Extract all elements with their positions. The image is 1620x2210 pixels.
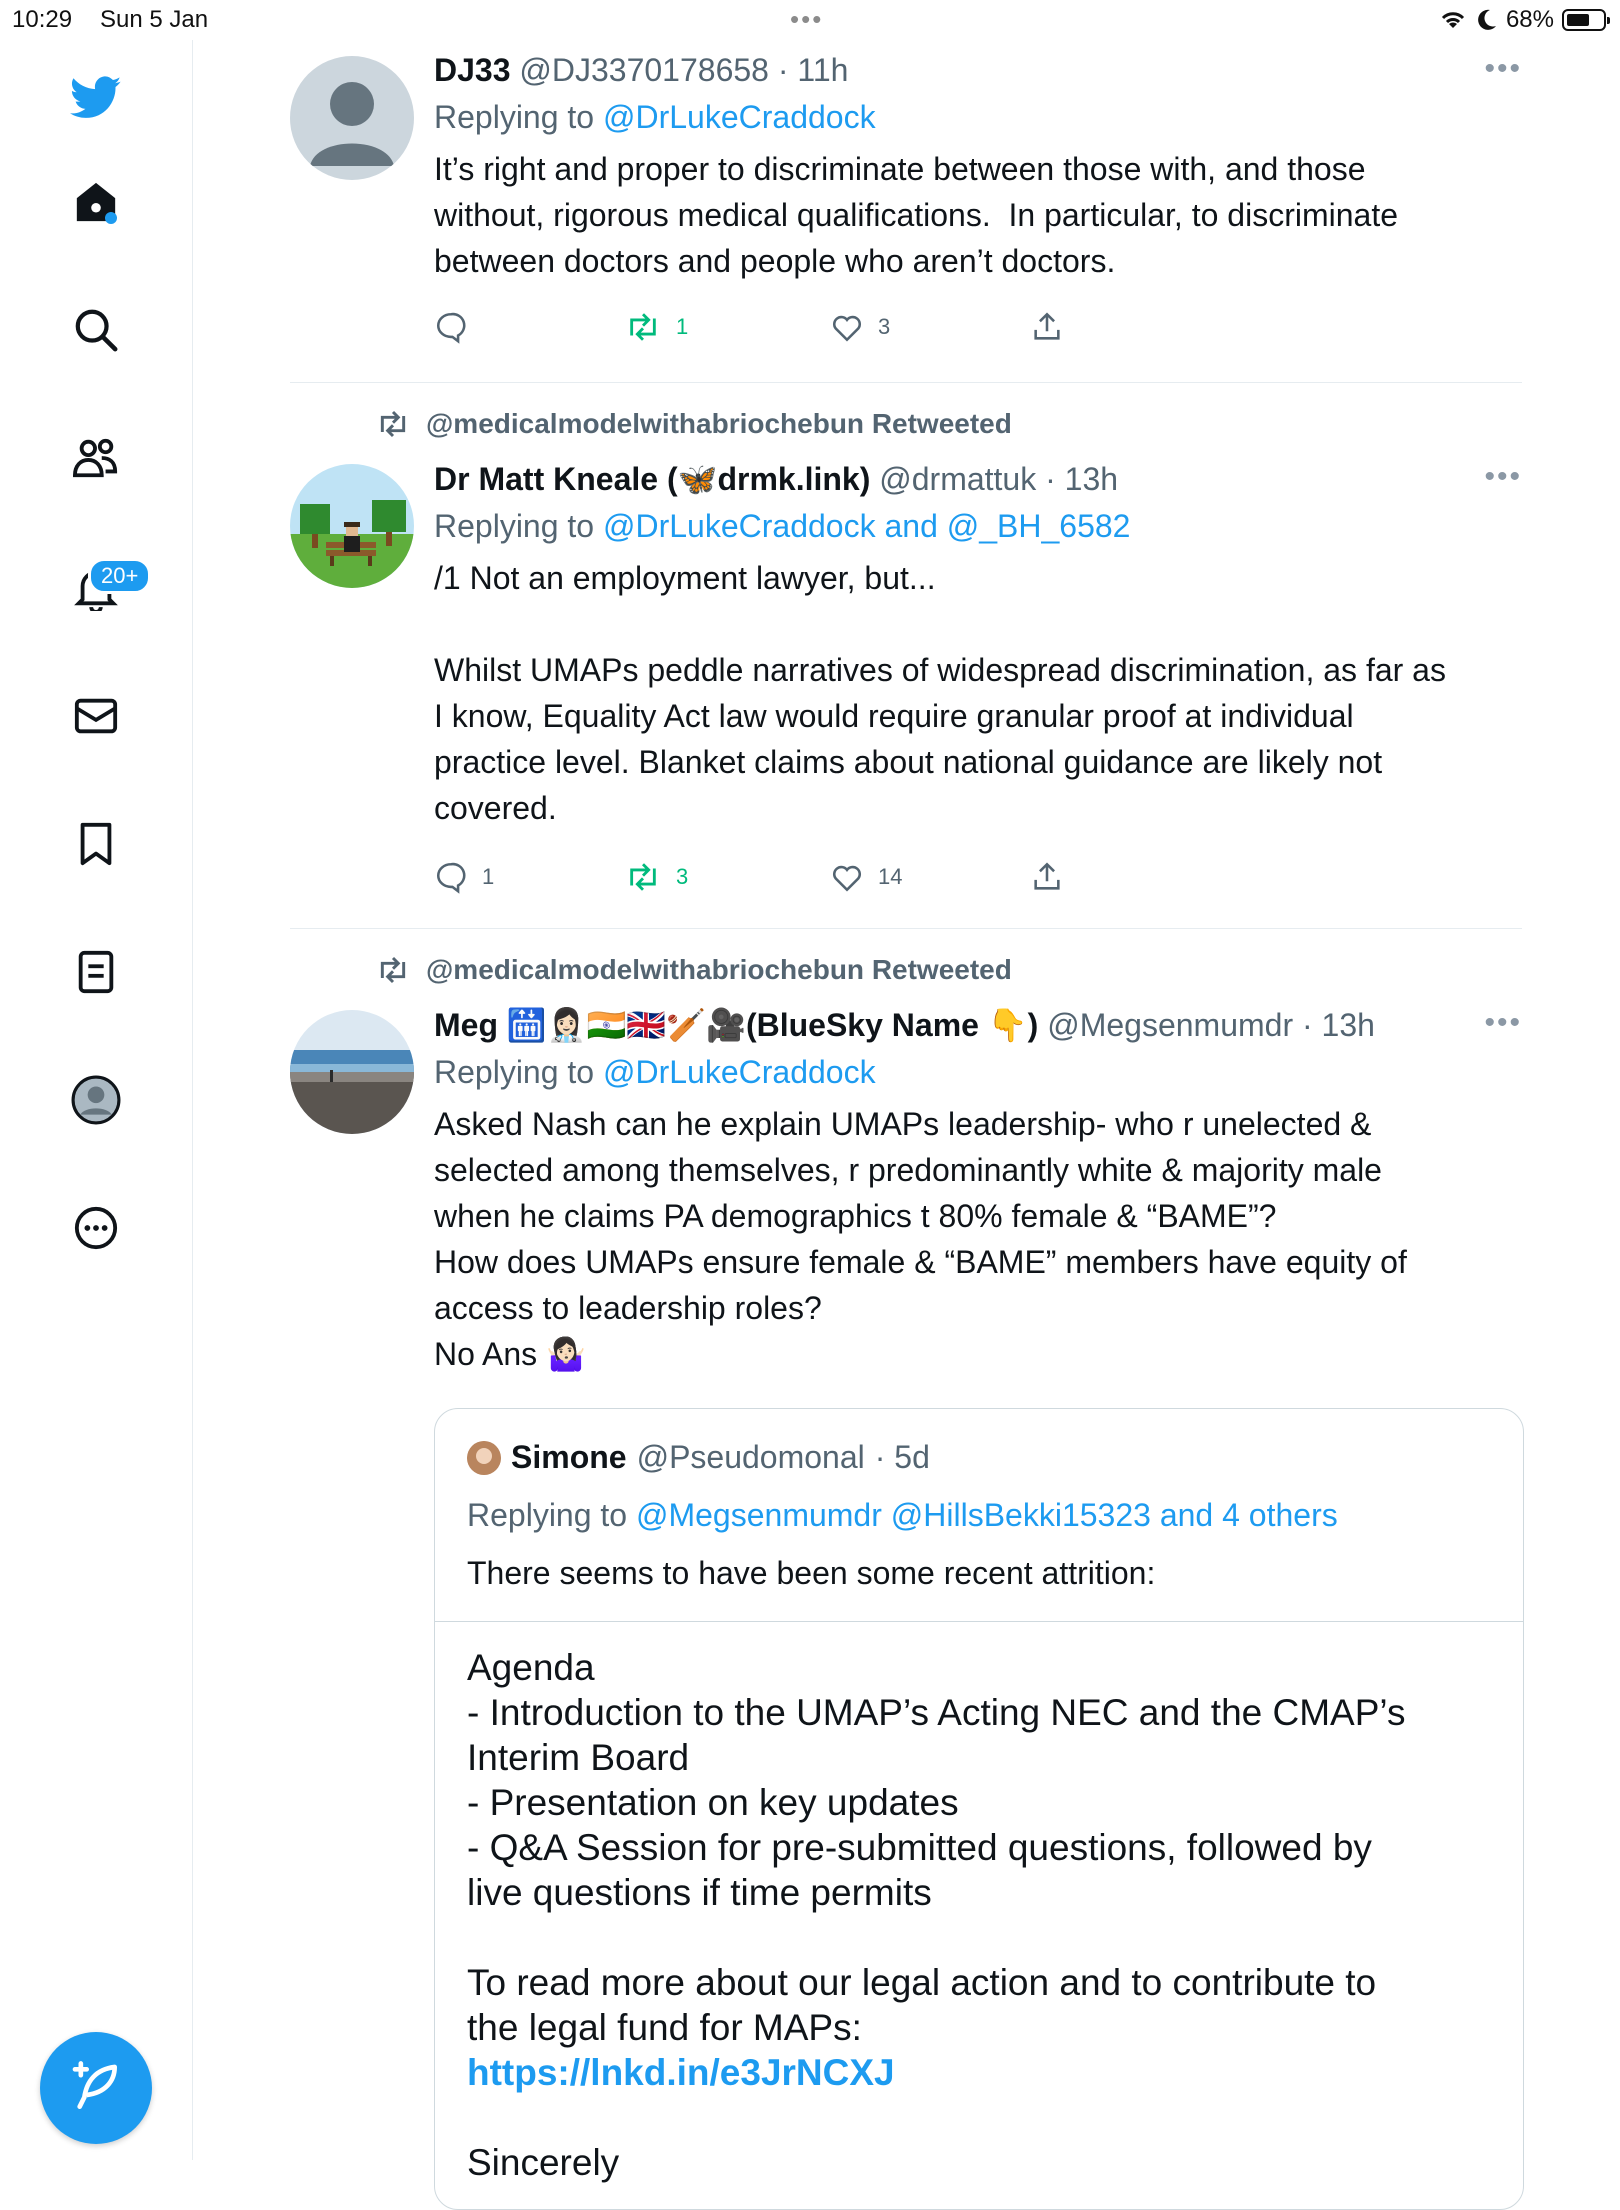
search-icon[interactable] — [66, 300, 126, 360]
handle[interactable]: @DJ3370178658 — [519, 52, 769, 88]
quote-replying-to-link[interactable]: @Megsenmumdr @HillsBekki15323 and 4 others — [635, 1497, 1338, 1533]
retweeted-by[interactable]: @medicalmodelwithabriochebun Retweeted — [426, 954, 1012, 985]
replying-to-link[interactable]: @DrLukeCraddock — [602, 1054, 876, 1090]
status-bar — [0, 0, 1620, 40]
replying-to — [434, 508, 1514, 545]
quote-divider — [435, 1621, 1523, 1622]
quote-text: There seems to have been some recent attrition: — [467, 1555, 1156, 1591]
quote-handle[interactable]: @Pseudomonal — [636, 1439, 865, 1475]
tweet-actions — [434, 310, 1134, 350]
display-name[interactable]: DJ33 — [434, 52, 511, 88]
avatar[interactable] — [290, 1010, 414, 1134]
tweet-more-icon[interactable]: ••• — [1484, 1006, 1522, 1039]
reply-button[interactable] — [434, 860, 494, 894]
replying-prefix: Replying to — [434, 1054, 595, 1090]
messages-envelope-icon[interactable] — [66, 686, 126, 746]
reply-button[interactable] — [434, 310, 482, 344]
timestamp[interactable]: · 13h — [1302, 1007, 1375, 1043]
retweet-button[interactable] — [624, 310, 688, 344]
battery-icon — [1562, 9, 1606, 31]
timestamp[interactable]: · 13h — [1045, 461, 1119, 497]
replying-to — [434, 1054, 1514, 1091]
tweet-text: It’s right and proper to discriminate between those with, and those without, rigorous medical qualifications. In particular, to discriminate between doctors and people who aren’t doctors. — [434, 151, 1398, 279]
avatar[interactable] — [290, 464, 414, 588]
pixel-art-park-avatar — [290, 464, 414, 588]
share-button[interactable] — [1030, 860, 1064, 894]
retweet-indicator-icon — [374, 954, 412, 986]
divider — [290, 382, 1522, 383]
home-unread-dot — [105, 212, 117, 224]
quote-display-name[interactable]: Simone — [511, 1439, 627, 1475]
replying-prefix: Replying to — [434, 508, 595, 544]
replying-to-link[interactable]: @DrLukeCraddock — [602, 99, 876, 135]
home-icon[interactable] — [66, 172, 126, 232]
beach-photo-avatar — [290, 1010, 414, 1134]
share-icon — [1030, 860, 1064, 894]
share-button[interactable] — [1030, 310, 1064, 344]
display-name[interactable]: Meg 🛗👩🏻‍⚕️🇮🇳🇬🇧🏏🎥(BlueSky Name 👇) — [434, 1007, 1039, 1043]
twitter-logo-icon[interactable] — [66, 68, 126, 128]
like-count: 14 — [878, 864, 903, 889]
multitasking-dots-icon[interactable]: ••• — [790, 4, 824, 34]
profile-avatar-icon[interactable] — [66, 1070, 126, 1130]
battery-level — [1567, 14, 1589, 26]
retweet-count: 1 — [676, 314, 689, 339]
retweeted-by[interactable]: @medicalmodelwithabriochebun Retweeted — [426, 408, 1012, 439]
reply-count: 1 — [482, 864, 495, 889]
quote-document-image[interactable] — [467, 1645, 1487, 2185]
like-button[interactable] — [830, 860, 902, 894]
quoted-tweet[interactable] — [434, 1408, 1524, 2210]
like-count: 3 — [878, 314, 891, 339]
compose-tweet-button[interactable] — [40, 2032, 152, 2144]
tweet-header — [434, 52, 1514, 89]
bookmarks-icon[interactable] — [66, 814, 126, 874]
display-name[interactable]: Dr Matt Kneale (🦋drmk.link) — [434, 461, 871, 497]
more-options-icon[interactable] — [66, 1198, 126, 1258]
wifi-icon — [1438, 8, 1468, 32]
reply-icon — [434, 310, 468, 344]
tweet-actions — [434, 860, 1134, 900]
retweet-icon — [624, 310, 662, 344]
quote-document-text: Agenda - Introduction to the UMAP’s Acting NEC and the CMAP’s Interim Board - Presentation on key updates - Q&A Session for pre-submitted questions, followed by live questions if time permits To read more about our legal action and to contribute to the legal fund for MAPs: — [467, 1647, 1406, 2048]
share-icon — [1030, 310, 1064, 344]
compose-feather-icon — [68, 2060, 124, 2116]
battery-percent: 68% — [1505, 6, 1554, 33]
heart-icon — [830, 310, 864, 344]
status-time: 10:29 — [12, 6, 73, 33]
handle[interactable]: @drmattuk — [879, 461, 1037, 497]
retweet-header — [374, 408, 1012, 440]
avatar[interactable] — [290, 56, 414, 180]
retweet-count: 3 — [676, 864, 689, 889]
reply-icon — [434, 860, 468, 894]
tweet-more-icon[interactable]: ••• — [1484, 52, 1522, 85]
quote-replying-prefix: Replying to — [467, 1497, 628, 1533]
retweet-indicator-icon — [374, 408, 412, 440]
tweet-text: /1 Not an employment lawyer, but... Whilst UMAPs peddle narratives of widespread discrimination, as far as I know, Equality Act law would require granular proof at individual practice level. Blanket claims about national guidance are likely not covered. — [434, 560, 1446, 826]
quote-document-link[interactable]: https://lnkd.in/e3JrNCXJ — [467, 2052, 895, 2093]
retweet-header — [374, 954, 1012, 986]
moon-icon — [1476, 8, 1498, 32]
default-avatar-icon — [290, 56, 414, 180]
tweet-header — [434, 1006, 1514, 1044]
tweet-text: Asked Nash can he explain UMAPs leadership- who r unelected & selected among themselves, r predominantly white & majority male when he claims PA demographics t 80% female & “BAME”? How does UMAPs ensure female & “BAME” members have equity of access to leadership roles? No Ans 🤷🏻‍♀️ — [434, 1106, 1407, 1372]
quote-replying-to — [467, 1497, 1338, 1534]
heart-icon — [830, 860, 864, 894]
replying-to — [434, 99, 1514, 136]
handle[interactable]: @Megsenmumdr — [1047, 1007, 1294, 1043]
replying-prefix: Replying to — [434, 99, 595, 135]
divider — [290, 928, 1522, 929]
communities-icon[interactable] — [66, 428, 126, 488]
notifications-badge: 20+ — [88, 558, 151, 594]
like-button[interactable] — [830, 310, 890, 344]
timestamp[interactable]: · 11h — [777, 52, 849, 88]
retweet-button[interactable] — [624, 860, 688, 894]
status-date: Sun 5 Jan — [100, 6, 209, 33]
quote-timestamp[interactable]: · 5d — [874, 1439, 930, 1475]
replying-to-link[interactable]: @DrLukeCraddock and @_BH_6582 — [602, 508, 1131, 544]
tweet-more-icon[interactable]: ••• — [1484, 460, 1522, 493]
retweet-icon — [624, 860, 662, 894]
tweet-header — [434, 460, 1514, 498]
sidebar-nav — [0, 40, 193, 2160]
quote-header — [467, 1439, 930, 1476]
quote-avatar — [467, 1441, 501, 1475]
lists-icon[interactable] — [66, 942, 126, 1002]
quote-document-signoff: Sincerely — [467, 2142, 620, 2183]
